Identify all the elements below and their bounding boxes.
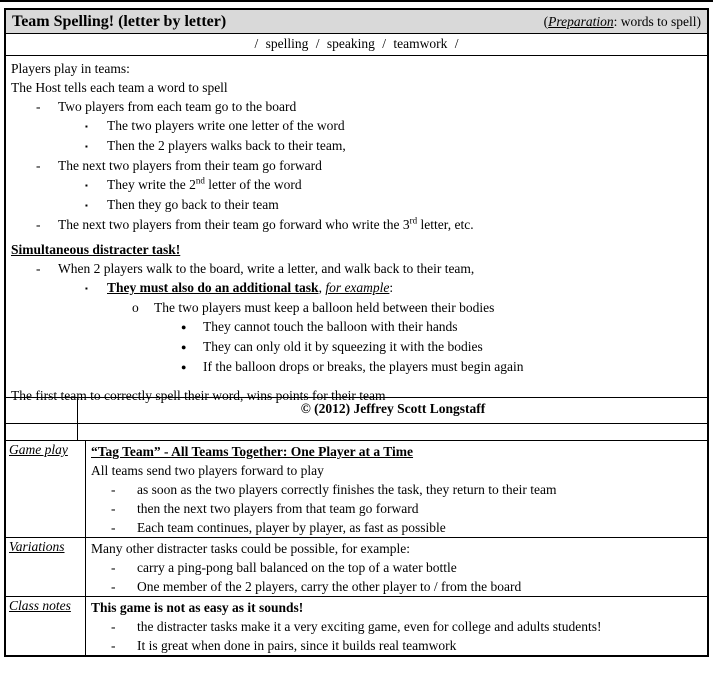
list-line (91, 636, 703, 655)
sq-bullet: ▪ (85, 122, 88, 131)
table-row (6, 441, 707, 538)
line-text (91, 600, 303, 615)
line-text (11, 80, 228, 95)
row-content (86, 538, 707, 596)
line-text (91, 463, 324, 478)
line-text (91, 444, 413, 459)
text-segment: The two players write one letter of the word (107, 118, 345, 133)
copyright-row (6, 398, 707, 424)
text-segment: One member of the 2 players, carry the other player to / from the board (137, 579, 522, 594)
list-line (9, 278, 702, 298)
text-segment: © (2012) Jeffrey Scott Longstaff (300, 401, 486, 416)
line-text (203, 339, 483, 354)
line-text (137, 482, 557, 497)
line-text (11, 61, 130, 76)
line-text (91, 541, 410, 556)
text-segment: carry a ping-pong ball balanced on the top of a water bottle (137, 560, 457, 575)
dash-bullet: - (36, 261, 41, 276)
row-label (6, 441, 86, 537)
row-content (86, 597, 707, 655)
text-segment: The first team to correctly spell their word, wins points for their team (11, 388, 386, 403)
text-segment: Players play in teams: (11, 61, 130, 76)
list-line (9, 357, 702, 377)
row-label-text: Game play (9, 442, 68, 457)
superscript-text: rd (409, 215, 418, 226)
list-line (9, 298, 702, 317)
instructions-section (6, 56, 707, 403)
text-segment: Simultaneous distracter task! (11, 242, 181, 257)
list-line (91, 598, 703, 617)
row-label-empty (6, 424, 78, 440)
sq-bullet: ▪ (85, 142, 88, 151)
line-text (107, 118, 345, 133)
list-line (9, 59, 702, 78)
dash-bullet: - (111, 482, 116, 497)
line-text (107, 280, 393, 295)
line-text (137, 501, 419, 516)
dash-bullet: - (36, 217, 41, 232)
line-text (137, 619, 601, 634)
line-text (58, 158, 322, 173)
line-text (203, 359, 524, 374)
preparation-note (544, 14, 701, 30)
line-text (137, 579, 521, 594)
line-text (11, 242, 180, 257)
list-line (9, 337, 702, 357)
list-line (9, 215, 702, 234)
row-label-text: Variations (9, 539, 65, 554)
line-text (107, 138, 346, 153)
text-segment: Each team continues, player by player, as fast as possible (137, 520, 446, 535)
row-content (86, 441, 707, 537)
disc-bullet: ● (181, 322, 187, 332)
dash-bullet: - (111, 619, 116, 634)
text-segment: : (389, 280, 394, 295)
text-segment: They must also do an additional task (107, 280, 319, 295)
line-text (58, 261, 474, 276)
text-segment: the distracter tasks make it a very exciting game, even for college and adults students! (137, 619, 602, 634)
text-segment: The Host tells each team a word to spell (11, 80, 228, 95)
list-line (91, 480, 703, 499)
spacer-cell (78, 424, 707, 440)
line-text (58, 99, 296, 114)
row-label-text: Class notes (9, 598, 71, 613)
text-segment: Then the 2 players walks back to their team, (107, 138, 346, 153)
list-line (91, 617, 703, 636)
list-line (9, 116, 702, 136)
table-row (6, 538, 707, 597)
text-segment: They can only old it by squeezing it with the bodies (203, 339, 483, 354)
sq-bullet: ▪ (85, 201, 88, 210)
line-text (107, 177, 302, 192)
dash-bullet: - (111, 501, 116, 516)
list-line (9, 175, 702, 195)
line-text (107, 197, 279, 212)
page-title: Team Spelling! (letter by letter) (12, 12, 227, 30)
text-segment: This game is not as easy as it sounds! (91, 600, 304, 615)
text-segment: Then they go back to their team (107, 197, 279, 212)
list-line (91, 499, 703, 518)
title-bar (6, 10, 707, 34)
list-line (91, 577, 703, 596)
text-segment: All teams send two players forward to play (91, 463, 324, 478)
list-line (91, 558, 703, 577)
text-segment: then the next two players from that team go forward (137, 501, 419, 516)
text-segment: letter, etc. (417, 217, 474, 232)
line-text (137, 560, 457, 575)
dash-bullet: - (111, 560, 116, 575)
list-line (91, 442, 703, 461)
row-label-empty (6, 398, 78, 423)
list-line (9, 240, 702, 259)
o-bullet: o (132, 300, 139, 315)
list-line (91, 461, 703, 480)
dash-bullet: - (111, 638, 116, 653)
text-segment: “Tag Team” - All Teams Together: One Player at a Time (91, 444, 414, 459)
sq-bullet: ▪ (85, 284, 88, 293)
copyright-text (78, 398, 707, 423)
dash-bullet: - (111, 579, 116, 594)
line-text (58, 217, 474, 232)
list-line (9, 195, 702, 215)
list-line (9, 78, 702, 97)
spacer-row (6, 424, 707, 441)
text-segment: They cannot touch the balloon with their hands (203, 319, 458, 334)
sq-bullet: ▪ (85, 181, 88, 190)
text-segment: Many other distracter tasks could be possible, for example: (91, 541, 411, 556)
text-segment: When 2 players walk to the board, write a letter, and walk back to their team, (58, 261, 475, 276)
text-segment: letter of the word (204, 177, 302, 192)
top-rule (0, 0, 713, 2)
text-segment: The two players must keep a balloon held between their bodies (154, 300, 495, 315)
list-line (91, 518, 703, 537)
text-segment: : words to spell) (613, 13, 701, 29)
footer-sections (6, 441, 707, 655)
list-line (9, 317, 702, 337)
text-segment: If the balloon drops or breaks, the players must begin again (203, 359, 524, 374)
text-segment: , (318, 280, 326, 295)
text-segment: It is great when done in pairs, since it builds real teamwork (137, 638, 457, 653)
superscript-text: nd (195, 175, 205, 186)
text-segment: Preparation (548, 13, 614, 29)
line-text (154, 300, 494, 315)
disc-bullet: ● (181, 362, 187, 372)
dash-bullet: - (36, 158, 41, 173)
text-segment: They write the 2 (107, 177, 196, 192)
line-text (203, 319, 458, 334)
list-line (9, 259, 702, 278)
table-row (6, 597, 707, 655)
dash-bullet: - (36, 99, 41, 114)
keywords-row (6, 34, 707, 56)
list-line (9, 97, 702, 116)
text-segment: for example (325, 280, 390, 295)
document-table (4, 8, 709, 657)
row-label (6, 538, 86, 596)
text-segment: ( (543, 13, 549, 29)
text-segment: The next two players from their team go forward (58, 158, 322, 173)
text-segment: The next two players from their team go forward who write the 3 (58, 217, 410, 232)
list-line (91, 539, 703, 558)
row-label (6, 597, 86, 655)
list-line (9, 156, 702, 175)
text-segment: Two players from each team go to the board (58, 99, 297, 114)
list-line (9, 136, 702, 156)
line-text (137, 520, 446, 535)
dash-bullet: - (111, 520, 116, 535)
disc-bullet: ● (181, 342, 187, 352)
keywords-text: / spelling / speaking / teamwork / (254, 36, 459, 51)
text-segment: as soon as the two players correctly finishes the task, they return to their team (137, 482, 557, 497)
line-text (137, 638, 456, 653)
